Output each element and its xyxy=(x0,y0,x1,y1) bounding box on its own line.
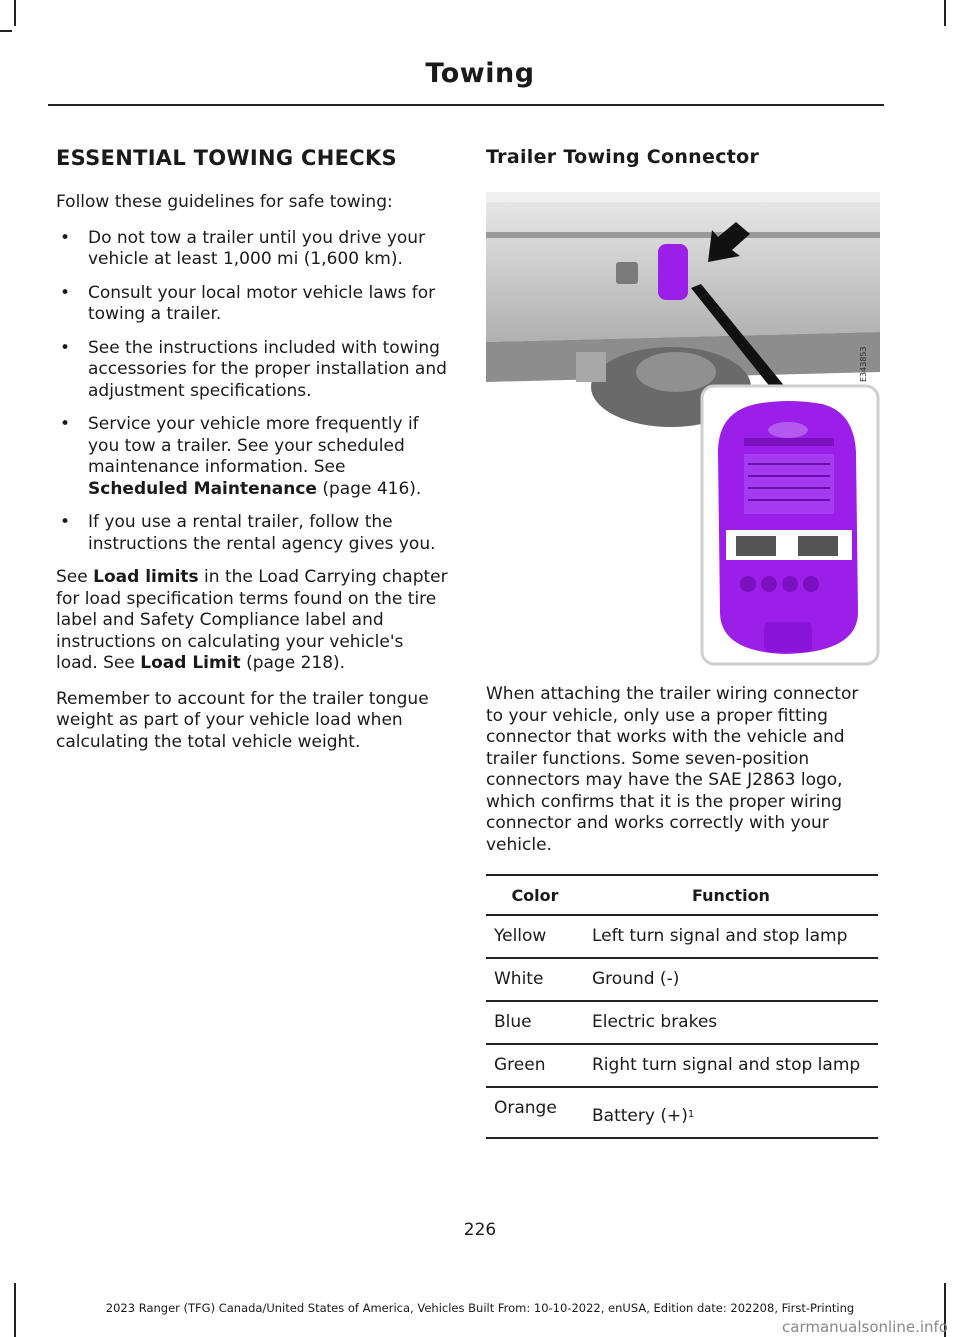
right-column xyxy=(486,146,878,190)
section-heading: ESSENTIAL TOWING CHECKS xyxy=(56,146,397,170)
load-limits-paragraph: See Load limits in the Load Carrying chapter for load specification terms found on the tire label and Safety Compliance label and instructions on calculating your vehicle's load. See Load Limit (page 218). xyxy=(56,567,448,673)
table-header-row xyxy=(486,875,878,915)
crop-mark xyxy=(944,0,946,26)
page-number: 226 xyxy=(463,1220,497,1240)
header-rule xyxy=(48,104,884,106)
wiring-color-table xyxy=(486,874,878,1139)
watermark: carmanualsonline.info xyxy=(782,1318,948,1336)
crop-mark xyxy=(0,30,12,32)
connector-paragraph: When attaching the trailer wiring connector to your vehicle, only use a proper fitting connector that works with the vehicle and trailer functions. Some seven-position connectors may have the SAE J2863 logo, which confirms that it is the proper wiring connector and works correctly with your vehicle. xyxy=(486,684,859,855)
trailer-connector-illustration xyxy=(486,192,880,666)
page-title: Towing xyxy=(425,58,535,89)
column-header-function: Function xyxy=(584,875,878,915)
list-item: • Service your vehicle more frequently if you tow a trailer. See your scheduled maintenance information. See Scheduled Maintenance (page 416). xyxy=(60,414,422,499)
scheduled-maintenance-link[interactable]: Scheduled Maintenance xyxy=(88,478,317,499)
list-item: • Consult your local motor vehicle laws for towing a trailer. xyxy=(60,282,436,324)
table-row: Blue Electric brakes xyxy=(486,1001,878,1044)
load-limit-link[interactable]: Load Limit xyxy=(140,653,241,673)
checks-list xyxy=(56,228,448,556)
list-item: • See the instructions included with towing accessories for the proper installation and adjustment specifications. xyxy=(60,337,447,401)
connector-small-icon xyxy=(658,244,688,300)
left-column xyxy=(56,146,448,767)
connector-figure xyxy=(486,192,880,666)
list-item: • Do not tow a trailer until you drive your vehicle at least 1,000 mi (1,600 km). xyxy=(60,227,426,269)
footer-text: 2023 Ranger (TFG) Canada/United States of America, Vehicles Built From: 10-10-2022, enUSA, Edition date: 202208, First-Printing xyxy=(105,1301,855,1315)
intro-text: Follow these guidelines for safe towing: xyxy=(56,192,393,212)
list-item: • If you use a rental trailer, follow the instructions the rental agency gives you. xyxy=(60,512,436,554)
footnote-mark: 1 xyxy=(687,1109,695,1120)
load-limits-link[interactable]: Load limits xyxy=(93,567,199,587)
table-row: Green Right turn signal and stop lamp xyxy=(486,1044,878,1087)
crop-mark xyxy=(14,0,16,26)
table-row: Orange Battery $(+)^1$ xyxy=(486,1087,878,1138)
table-row: Yellow Left turn signal and stop lamp xyxy=(486,915,878,958)
table-row: White Ground (-) xyxy=(486,958,878,1001)
tongue-weight-paragraph: Remember to account for the trailer tongue weight as part of your vehicle load when calculating the total vehicle weight. xyxy=(56,688,429,752)
connector-heading: Trailer Towing Connector xyxy=(486,146,760,168)
figure-code: E343853 xyxy=(859,346,868,382)
light-icon xyxy=(616,262,638,284)
column-header-color: Color xyxy=(486,875,584,915)
